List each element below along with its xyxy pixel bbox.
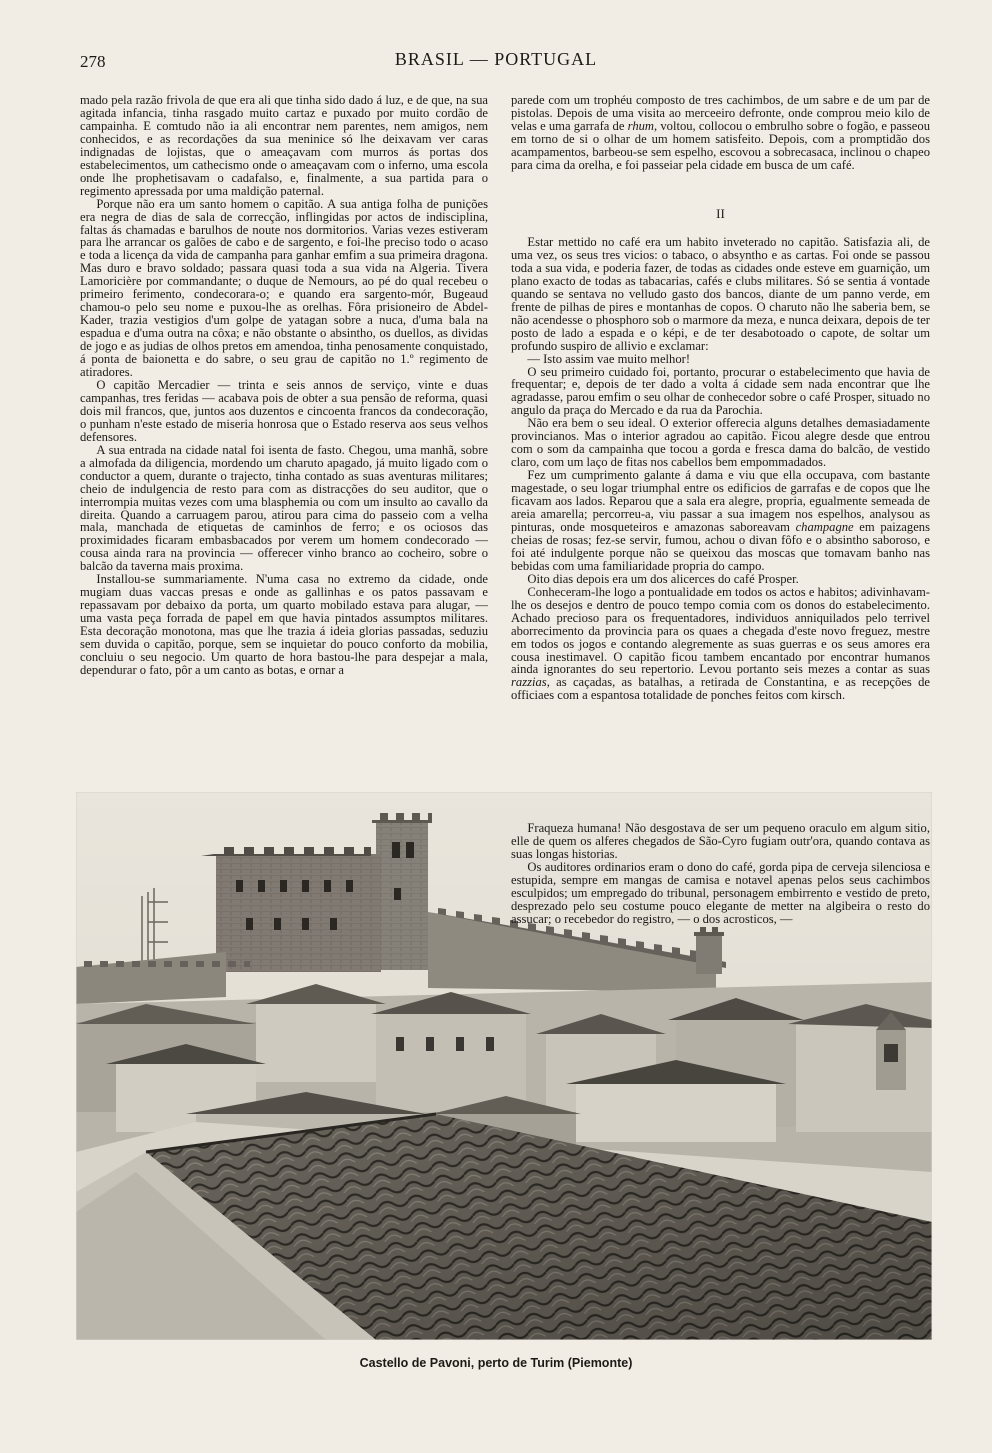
paragraph: Porque não era um santo homem o capitão. A sua antiga folha de punições era negra de dias de sala de correcção, inflingidas por actos de indisciplina, faltas ás chamadas e barulhos de noute nos dormitorios. Varias vezes estiveram para lhe arrancar os galões de cabo e de sargento, e foi-lhe preciso todo o acaso e toda a licença da vida de campanha para ganhar emfim a sua primeira dragona. Mas duro e bravo soldado; passara quasi toda a sua vida na Algeria. Tivera Lamoricière por commandante; o duque de Nemours, ao pé do qual recebeu o primeiro ferimento, condecorara-o; e quando era sargento-mór, Bugeaud chamou-o pelo seu nome e puxou-lhe as orelhas. Fôra prisioneiro de Abdel-Kader, trazia vestigios d'um golpe de yatagan sobre a nuca, d'uma bala na espadua e d'uma outra na côxa; e não obstante o absintho, os duellos, as dividas de jogo e as judias de olhos pretos em amendoa, tinha penosamente conquistado, á ponta de baionetta e do sabre, o seu grau de capitão no 1.º regimento de atiradores. <box>80 196 488 380</box>
paragraph: Installou-se summariamente. N'uma casa no extremo da cidade, onde mugiam duas vaccas presas e onde as gallinhas e os patos passavam e repassavam por debaixo da porta, um quarto mobilado estava para alugar, — uma vasta peça forrada de papel em que havia pintados assumptos militares. Esta decoração monotona, mas que lhe trazia á ideia glorias passadas, seduziu sem duvida o capitão, porque, sem se inquietar do pouco conforto da mobilia, concluiu o seu negocio. Um quarto de hora bastou-lhe para despejar a mala, dependurar o fato, pôr a um canto as botas, e ornar a <box>80 572 488 677</box>
italic-word: rhum <box>627 118 655 133</box>
photo-caption: Castello de Pavoni, perto de Turim (Piemonte) <box>359 1356 633 1370</box>
right-text-column-top <box>511 94 930 172</box>
paragraph: O seu primeiro cuidado foi, portanto, procurar o estabelecimento que havia de frequentar; e, depois de ter dado a volta á cidade sem nada encontrar que lhe agradasse, parou emfim o seu olhar de conhecedor sobre o café Prosper, situado no angulo da praça do Mercado e da rua da Parochia. <box>511 364 930 418</box>
paragraph <box>511 586 930 703</box>
paragraph: O capitão Mercadier — trinta e seis annos de serviço, vinte e duas campanhas, tres feridas — acabava pois de obter a sua pensão de reforma, quasi dois mil francos, que, juntos aos duzentos e cincoenta francos da condecoração, o punham n'este estado de miseria honrosa que o Estado reserva aos seus velhos defensores. <box>80 377 488 444</box>
text-run: Fez um cumprimento galante á dama e viu que ella occupava, com bastante magestade, o seu logar triumphal entre os edificios de garrafas e de copos que lhe ficavam aos lados. Reparou que a sala era alegre, propria, egualmente semeada de areia amarella; percorreu-a, viu passar a sua imagem nos espelhos, analysou as pinturas, onde mosqueteiros e amazonas saboreavam <box>511 468 930 534</box>
paragraph: Oito dias depois era um dos alicerces do café Prosper. <box>527 571 799 586</box>
section-number: II <box>716 206 725 221</box>
right-text-column-wrap <box>511 822 930 926</box>
page-number: 278 <box>80 52 106 71</box>
paragraph <box>511 94 930 172</box>
right-text-column <box>511 236 930 702</box>
running-title: BRASIL — PORTUGAL <box>394 49 598 69</box>
italic-word: champagne <box>795 519 854 534</box>
paragraph: Não era bem o seu ideal. O exterior offerecia alguns detalhes demasiadamente provincianos. Mas o interior agradou ao capitão. Ficou alegre desde que entrou com o som da campainha que tocou a gorda e fresca dama do balcão, de vestido claro, com um laço de fitas nos cabellos bem empommadados. <box>511 416 930 470</box>
paragraph: Estar mettido no café era um habito inveterado no capitão. Satisfazia ali, de uma vez, os seus tres vicios: o tabaco, o absyntho e as cartas. Foi onde se passou toda a sua vida, e poderia fazer, de todas as cidades onde esteve em guarnição, um plano exacto de todas as tabacarias, cafés e clubs militares. Só se sentia á vontade quando se sentava no velludo gasto dos bancos, diante de um panno verde, em frente de pilhas de pires e montanhas de copos. O charuto não lhe saberia bem, se não acendesse o phosphoro sob o marmore da meza, e nunca deixara, depois de ter posto de lado a espada e o képi, e de ter desabotoado o capote, de soltar um profundo suspiro de allivio e exclamar: <box>511 235 930 353</box>
paragraph: — Isto assim vae muito melhor! <box>527 351 691 366</box>
italic-word: razzias <box>511 675 547 690</box>
text-run: em paizagens cheias de rosas; fez-se servir, fumou, achou o divan fôfo e o absintho saboroso, e foi até indulgente porque não se queixou das moscas que tomavam banho nas bebidas com uma familiaridade propria do campo. <box>511 519 930 573</box>
paragraph: Fraqueza humana! Não desgostava de ser um pequeno oraculo em algum sitio, elle de quem os alferes chegados de São-Cyro fugiam outr'ora, quando contava as suas longas historias. <box>511 821 930 861</box>
paragraph: Os auditores ordinarios eram o dono do café, gorda pipa de cerveja silenciosa e estupida, sempre em mangas de camisa e notavel apenas pelos seus cachimbos esculpidos; um empregado do tribunal, personagem embirrento e vestido de preto, desprezado pelo seu costume pouco elegante de metter na algibeira o resto do assucar; o recebedor do registro, — o dos acrosticos, — <box>511 859 930 926</box>
paragraph: A sua entrada na cidade natal foi isenta de fasto. Chegou, uma manhã, sobre a almofada da diligencia, mordendo um charuto apagado, já muito ligado com o conductor a quem, durante o trajecto, tinha contado as suas aventuras militares; cheio de indulgencia de resto para com as distracções do seu auditor, que o interrompia muitas vezes com uma blasphemia ou com um insulto ao cavallo da direita. Quando a carruagem parou, atirou para cima do passeio com a velha mala, manchada de etiquetas de caminhos de ferro; e os ociosos das proximidades ficaram embasbacados por verem um homem condecorado — cousa ainda rara na provincia — offerecer vinho branco ao cocheiro, sobre o balcão da taverna mais proxima. <box>80 442 488 574</box>
paragraph: mado pela razão frivola de que era ali que tinha sido dado á luz, e de que, na sua agitada infancia, tinha rasgado muito cartaz e puxado por muito cordão de campainha. E comtudo não ia ali encontrar nem parentes, nem amigos, nem conhecidos, e as recordações da sua meninice só lhe deixavam ver caras indignadas de lojistas, que o ameaçavam com murros ás portas dos estabelecimentos, um cathecismo onde o ameaçavam com o inferno, uma escola onde lhe prophetisavam o cadafalso, e, finalmente, a sua partida para o regimento apressada por uma maldição paternal. <box>80 93 488 198</box>
paragraph <box>511 469 930 573</box>
left-text-column <box>80 94 488 677</box>
text-run: parede com um trophéu composto de tres cachimbos, de um sabre e de um par de pistolas. Depois de uma visita ao merceeiro defronte, onde comprou meio kilo de velas e uma garrafa de <box>511 93 930 133</box>
text-run: Conheceram-lhe logo a pontualidade em todos os actos e habitos; adivinhavam-lhe os desejos e dentro de pouco tempo comia com os donos do estabelecimento. Achado precioso para os frequentadores, individuos anniquilados pelo terrivel aborrecimento da provincia para os quaes a chegada d'este novo freguez, mestre em todos os jogos e contando alegremente as suas guerras e os seus amores era cousa inestimavel. O capitão ficou tambem encantado por encontrar humanos ainda ignorantes do seu repertorio. Levou portanto seis mezes a contar as suas <box>511 584 930 677</box>
text-run: , as caçadas, as batalhas, a retirada de Constantina, e as recepções de officiaes com a espantosa totalidade de ponches feitos com kirsch. <box>511 675 930 703</box>
text-run: , voltou, collocou o embrulho sobre o fogão, e passeou em torno de si o olhar de um homem satisfeito. Depois, com a promptidão dos acampamentos, barbeou-se sem espelho, escovou a sobrecasaca, inclinou o chapeo para cima da orelha, e foi passeiar pela cidade em busca de um café. <box>511 118 930 172</box>
